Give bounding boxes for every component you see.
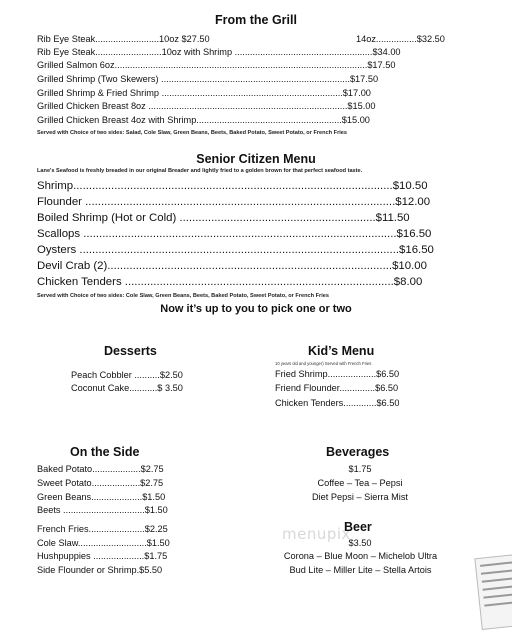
senior-item-2: Boiled Shrimp (Hot or Cold) ..............................................................$11.50 [37, 212, 410, 224]
side-item-7: Side Flounder or Shrimp.$5.50 [37, 565, 163, 575]
beverages-line-1: Coffee – Tea – Pepsi [317, 478, 403, 488]
side-item-2: Green Beans....................$1.50 [37, 492, 166, 502]
grill-item-0: Rib Eye Steak.........................10oz $27.50 [37, 34, 210, 44]
beverages-heading: Beverages [326, 445, 390, 459]
senior-item-1: Flounder ..................................................................................................$12.00 [37, 196, 431, 208]
senior-item-5: Devil Crab (2)..........................................................................................$10.00 [37, 260, 427, 272]
senior-item-4: Oysters .....................................................................................................$16.50 [37, 244, 434, 256]
grill-item-3: Grilled Shrimp (Two Skewers) ..........................................................................$17.50 [37, 74, 379, 84]
grill-heading: From the Grill [215, 13, 297, 27]
senior-heading: Senior Citizen Menu [196, 152, 316, 166]
beer-price: $3.50 [348, 538, 372, 548]
kids-heading: Kid’s Menu [308, 344, 375, 358]
grill-sides-note: Served with Choice of two sides: Salad, Cole Slaw, Green Beans, Beets, Baked Potato, Sweet Potato, or French Fries [37, 130, 348, 136]
kids-item-2: Chicken Tenders.............$6.50 [275, 398, 400, 408]
grill-item-4: Grilled Shrimp & Fried Shrimp .......................................................................$17.00 [37, 88, 371, 98]
dessert-item-1: Coconut Cake...........$ 3.50 [71, 383, 183, 393]
beer-line-1: Corona – Blue Moon – Michelob Ultra [283, 551, 438, 561]
side-heading: On the Side [70, 445, 140, 459]
side-item-5: Cole Slaw...........................$1.50 [37, 538, 170, 548]
menu-thumbnail [474, 554, 512, 630]
side-item-4: French Fries......................$2.25 [37, 524, 168, 534]
senior-intro: Lane's Seafood is freshly breaded in our original Breader and lightly fried to a golden brown for that perfect seafood taste. [37, 168, 363, 174]
side-item-0: Baked Potato...................$2.75 [37, 464, 164, 474]
pick-note: Now it’s up to you to pick one or two [160, 303, 352, 315]
side-item-6: Hushpuppies ....................$1.75 [37, 551, 168, 561]
grill-item-2: Grilled Salmon 6oz...................................................................................................$17.50 [37, 60, 396, 70]
side-item-3: Beets ................................$1.50 [37, 505, 168, 515]
side-item-1: Sweet Potato...................$2.75 [37, 478, 164, 488]
senior-item-6: Chicken Tenders .....................................................................................$8.00 [37, 276, 423, 288]
senior-item-3: Scallops ...................................................................................................$16.50 [37, 228, 432, 240]
grill-item-0-alt: 14oz................$32.50 [356, 34, 445, 44]
beer-heading: Beer [344, 520, 372, 534]
grill-item-6: Grilled Chicken Breast 4oz with Shrimp.........................................................$15.00 [37, 115, 370, 125]
beer-line-2: Bud Lite – Miller Lite – Stella Artois [289, 565, 432, 575]
desserts-heading: Desserts [104, 344, 157, 358]
senior-item-0: Shrimp.....................................................................................................$10.50 [37, 180, 428, 192]
grill-item-1: Rib Eye Steak..........................10oz with Shrimp ......................................................$34.00 [37, 47, 401, 57]
beverages-line-2: Diet Pepsi – Sierra Mist [312, 492, 408, 502]
watermark-logo: menupix [282, 525, 351, 543]
senior-sides-note: Served with Choice of two sides: Cole Slaw, Green Beans, Beets, Baked Potato, Sweet Potato, or French Fries [37, 293, 329, 299]
beverages-price: $1.75 [348, 464, 372, 474]
kids-note: 10 years old and younger) Served with French Fries [275, 361, 372, 366]
kids-item-0: Fried Shrimp...................$6.50 [275, 369, 400, 379]
dessert-item-0: Peach Cobbler ..........$2.50 [71, 370, 183, 380]
kids-item-1: Friend Flounder..............$6.50 [275, 383, 399, 393]
grill-item-5: Grilled Chicken Breast 8oz ..............................................................................$15.00 [37, 101, 376, 111]
